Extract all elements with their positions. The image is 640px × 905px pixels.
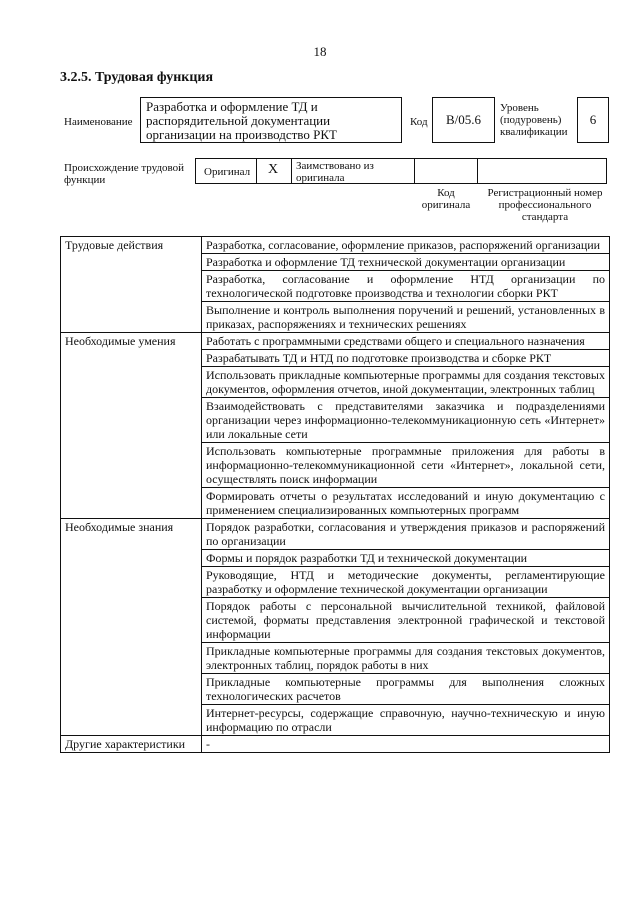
table-cell: Руководящие, НТД и методические документы, регламентирующие разработку и оформление технической документации организации: [202, 567, 610, 598]
original-label: Оригинал: [204, 166, 251, 178]
table-cell: Разработка, согласование и оформление НТД организации по технологической подготовке производства и технологии сборки РКТ: [202, 271, 610, 302]
code-box: [432, 97, 495, 143]
name-label: Наименование: [64, 116, 133, 128]
table-row: [61, 519, 610, 550]
table-cell: Работать с программными средствами общего и специального назначения: [202, 333, 610, 350]
section-heading: Необходимые умения: [61, 333, 202, 519]
table-row: [61, 237, 610, 254]
table-cell: Выполнение и контроль выполнения поручений и решений, установленных в приказах, распоряжениях и технических решениях: [202, 302, 610, 333]
level-label: Уровень (подуровень) квалификации: [500, 102, 568, 138]
level-box: [577, 97, 609, 143]
original-cell: [195, 158, 257, 184]
table-cell: Прикладные компьютерные программы для создания текстовых документов, электронных таблиц, порядок работы в них: [202, 643, 610, 674]
function-name-box: [140, 97, 402, 143]
table-cell: -: [202, 736, 610, 753]
competency-table: [60, 236, 610, 753]
original-code-cell: [414, 158, 478, 184]
borrowed-cell: [291, 158, 415, 184]
code-label: Код: [410, 116, 428, 128]
borrowed-label: Заимствовано из оригинала: [296, 160, 374, 184]
table-cell: Разработка и оформление ТД технической документации организации: [202, 254, 610, 271]
regnum-caption: Регистрационный номер профессионального стандарта: [487, 187, 603, 223]
regnum-cell: [477, 158, 607, 184]
level-value: 6: [589, 112, 597, 127]
section-heading: Трудовые действия: [61, 237, 202, 333]
function-name: Разработка и оформление ТД и распорядительной документации организации на производство РКТ: [146, 99, 337, 142]
table-cell: Формы и порядок разработки ТД и технической документации: [202, 550, 610, 567]
origin-label: Происхождение трудовой функции: [64, 162, 185, 186]
code-value: B/05.6: [445, 112, 482, 127]
table-row: [61, 736, 610, 753]
page-number: 18: [313, 44, 327, 59]
table-cell: Порядок разработки, согласования и утверждения приказов и распоряжений по организации: [202, 519, 610, 550]
original-mark: X: [268, 162, 279, 177]
table-cell: Взаимодействовать с представителями заказчика и подразделениями организации через информационно-телекоммуникационную сеть «Интернет» или локальные сети: [202, 398, 610, 443]
table-cell: Использовать прикладные компьютерные программы для создания текстовых документов, оформления отчетов, иной документации, электронных таблиц: [202, 367, 610, 398]
table-row: [61, 333, 610, 350]
table-cell: Интернет-ресурсы, содержащие справочную, научно-техническую и иную информацию по отрасли: [202, 705, 610, 736]
section-heading: Другие характеристики: [61, 736, 202, 753]
section-title: 3.2.5. Трудовая функция: [60, 70, 214, 85]
original-mark-cell: [256, 158, 292, 184]
origin-row: [195, 158, 607, 184]
table-cell: Разрабатывать ТД и НТД по подготовке производства и сборке РКТ: [202, 350, 610, 367]
table-cell: Порядок работы с персональной вычислительной техникой, файловой системой, форматы представления электронной графической и текстовой информации: [202, 598, 610, 643]
table-cell: Использовать компьютерные программные приложения для работы в информационно-телекоммуникационной сети «Интернет», локальной сети, осуществлять поиск информации: [202, 443, 610, 488]
table-cell: Прикладные компьютерные программы для выполнения сложных технологических расчетов: [202, 674, 610, 705]
table-cell: Разработка, согласование, оформление приказов, распоряжений организации: [202, 237, 610, 254]
table-cell: Формировать отчеты о результатах исследований и иную документацию с применением специализированных компьютерных программ: [202, 488, 610, 519]
code-caption: Код оригинала: [421, 187, 471, 211]
section-heading: Необходимые знания: [61, 519, 202, 736]
